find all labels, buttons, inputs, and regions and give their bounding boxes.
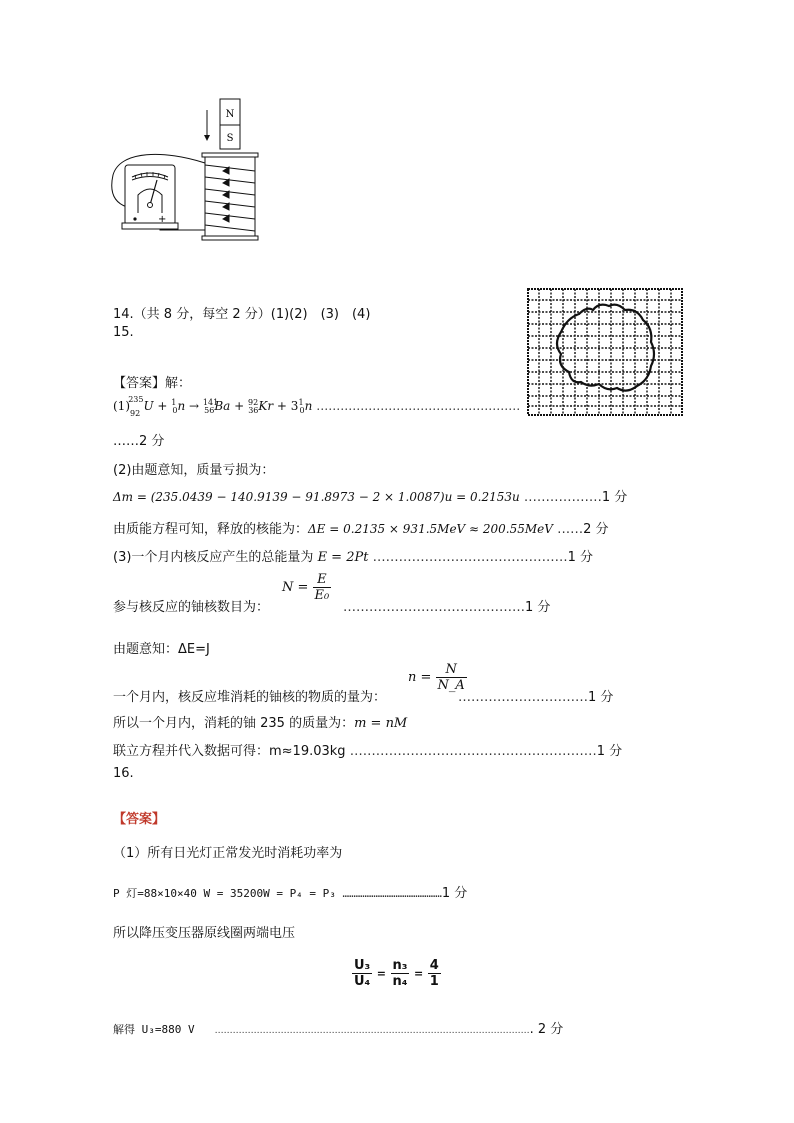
magnet-n-label: N bbox=[225, 109, 235, 120]
q15-answer-heading bbox=[113, 372, 191, 391]
solve-line: 解得 U₃=880 V ……………………………………………………………………………………………. 2 分 bbox=[113, 1022, 564, 1037]
energy-text: 由质能方程可知，释放的核能为： bbox=[113, 522, 309, 537]
galvanometer bbox=[125, 165, 175, 225]
step3-score: 1 分 bbox=[567, 550, 593, 565]
mol-score: 1 分 bbox=[588, 690, 614, 705]
meter-plus-label: + bbox=[158, 214, 167, 225]
power-line: P 灯=88×10×40 W = 35200W = P₄ = P₃ ………………………………………1 分 bbox=[113, 886, 468, 901]
q14-line: 14.（共 8 分，每空 2 分）(1)(2) (3) (4) bbox=[113, 307, 371, 322]
step3-formula: E = 2Pt bbox=[317, 550, 369, 565]
ratio-u3: U₃ bbox=[354, 958, 371, 973]
q15-answer-suffix: 解： bbox=[165, 376, 192, 391]
q15-answer-bracket: 【答案】 bbox=[113, 376, 166, 391]
energy-formula: ΔE = 0.2135 × 931.5MeV ≈ 200.55MeV bbox=[308, 522, 553, 536]
magnet-s-label: S bbox=[226, 133, 234, 144]
solve-score: . 2 分 bbox=[529, 1022, 564, 1037]
mol-score-line: …………………………1 分 bbox=[458, 690, 614, 705]
q16-answer-bracket: 【答案】 bbox=[113, 812, 166, 827]
mol-line bbox=[113, 686, 386, 705]
power-score: 1 分 bbox=[441, 886, 468, 901]
solve-text: 解得 U₃=880 V bbox=[113, 1023, 195, 1036]
mass-defect-score: 1 分 bbox=[601, 490, 628, 505]
n-text: 参与核反应的铀核数目为： bbox=[113, 600, 270, 615]
ratio-1: 1 bbox=[429, 974, 439, 989]
mol-formula-num: N bbox=[436, 662, 467, 678]
q15-number: 15. bbox=[113, 325, 134, 340]
energy-score: 2 分 bbox=[583, 522, 609, 537]
mass-defect-formula: Δm = (235.0439 − 140.9139 − 91.8973 − 2 × 1.0087)u = 0.2153u bbox=[113, 490, 520, 504]
reaction-score: ……2 分 bbox=[113, 434, 165, 449]
ratio-n3: n₃ bbox=[392, 958, 408, 973]
ratio-u4: U₄ bbox=[354, 974, 371, 989]
magnet-coil-figure bbox=[105, 95, 270, 245]
mol-text: 一个月内，核反应堆消耗的铀核的物质的量为： bbox=[113, 690, 387, 705]
n-formula-den: E₀ bbox=[314, 588, 330, 603]
final-score: 1 分 bbox=[596, 744, 623, 759]
n-score: 1 分 bbox=[525, 600, 551, 615]
mol-formula-den: N_A bbox=[437, 678, 465, 693]
down-arrow-icon bbox=[204, 135, 210, 141]
step3-line: (3)一个月内核反应产生的总能量为 E = 2Pt ………………………………………1 分 bbox=[113, 550, 593, 565]
mass-formula: m = nM bbox=[354, 716, 408, 731]
ratio-formula bbox=[352, 958, 441, 989]
reaction-equation: $(1)_{92}^{235}U + ^1_0n \to ^{141}_{56}Ba + ^{92}_{36}Kr + 3^1_0n$ …………………………………………… bbox=[113, 395, 521, 419]
mol-formula-lhs: n = bbox=[408, 670, 432, 685]
mass-line bbox=[113, 712, 407, 731]
ratio-4: 4 bbox=[429, 958, 439, 973]
n-formula-num: E bbox=[313, 572, 332, 588]
power-formula: P 灯=88×10×40 W = 35200W = P₄ = P₃ bbox=[113, 887, 336, 900]
step3-text: (3)一个月内核反应产生的总能量为 bbox=[113, 550, 314, 565]
ratio-eq2: = bbox=[414, 967, 424, 980]
oil-film-grid-figure bbox=[527, 288, 683, 416]
step2-intro: (2)由题意知，质量亏损为： bbox=[113, 463, 275, 478]
delta-text: 由题意知：ΔE=J bbox=[113, 642, 210, 657]
final-text: 联立方程并代入数据可得：m≈19.03kg bbox=[113, 744, 346, 759]
q16-number: 16. bbox=[113, 766, 134, 781]
energy-line: 由质能方程可知，释放的核能为：ΔE = 0.2135 × 931.5MeV ≈ 200.55MeV ……2 分 bbox=[113, 522, 609, 537]
n-score-line: ……………………………………1 分 bbox=[343, 600, 551, 615]
mass-text: 所以一个月内，消耗的铀 235 的质量为： bbox=[113, 716, 355, 731]
q16-line2: 所以降压变压器原线圈两端电压 bbox=[113, 926, 296, 941]
n-formula-lhs: N = bbox=[282, 580, 309, 595]
ratio-eq1: = bbox=[376, 967, 386, 980]
q16-line1: （1）所有日光灯正常发光时消耗功率为 bbox=[113, 846, 343, 861]
ratio-n4: n₄ bbox=[392, 974, 408, 989]
coil-windings bbox=[205, 165, 255, 231]
n-formula bbox=[282, 572, 331, 603]
mass-defect-line: Δm = (235.0439 − 140.9139 − 91.8973 − 2 × 1.0087)u = 0.2153u ………………1 分 bbox=[113, 490, 628, 505]
final-line: 联立方程并代入数据可得：m≈19.03kg …………………………………………………1 分 bbox=[113, 744, 623, 759]
